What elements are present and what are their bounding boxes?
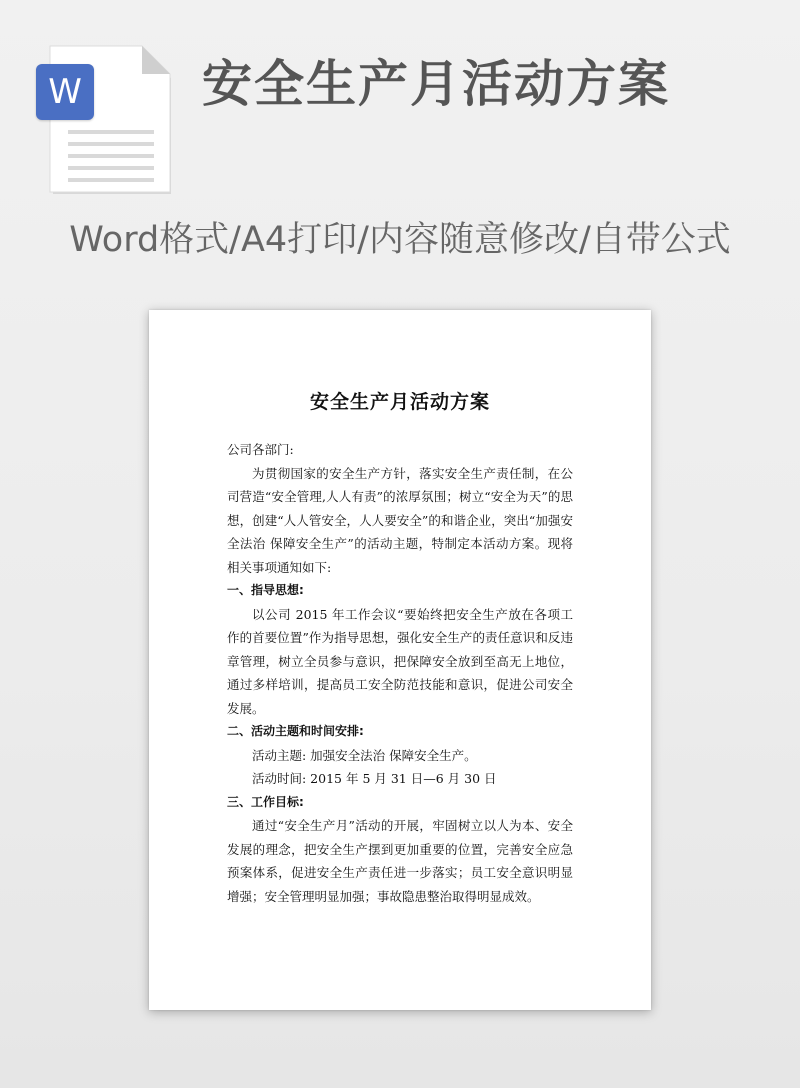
word-badge-letter: W: [48, 72, 82, 112]
intro-paragraph: 为贯彻国家的安全生产方针，落实安全生产责任制，在公司营造“安全管理,人人有责”的浓厚氛围；树立“安全为天”的思想，创建“人人管安全，人人要安全”的和谐企业，突出“加强安全法治 保障安全生产”的活动主题，特制定本活动方案。现将相关事项通知如下:: [227, 465, 573, 575]
section-paragraph: 活动主题: 加强安全法治 保障安全生产。: [252, 747, 477, 763]
document-body: [227, 438, 573, 908]
document-page: [149, 310, 651, 1010]
document-title: 安全生产月活动方案: [309, 391, 490, 413]
banner-title: 安全生产月活动方案: [202, 55, 670, 113]
section-paragraph: 以公司 2015 年工作会议“要始终把安全生产放在各项工作的首要位置”作为指导思想，强化安全生产的责任意识和反违章管理，树立全员参与意识，把保障安全放到至高无上地位，通过多样培训，提高员工安全防范技能和意识，促进公司安全发展。: [227, 606, 573, 716]
section-heading: 二、活动主题和时间安排:: [227, 724, 364, 738]
section-paragraph: 通过“安全生产月”活动的开展，牢固树立以人为本、安全发展的理念，把安全生产摆到更加重要的位置，完善安全应急预案体系，促进安全生产责任进一步落实；员工安全意识明显增强；安全管理明显加强；事故隐患整治取得明显成效。: [227, 818, 573, 904]
section-heading: 一、指导思想:: [227, 583, 304, 597]
section-heading: 三、工作目标:: [227, 794, 304, 809]
word-badge: [36, 64, 94, 120]
word-document-icon: [48, 44, 172, 196]
banner-subtitle: Word格式/A4打印/内容随意修改/自带公式: [69, 220, 731, 260]
section-paragraph: 活动时间: 2015 年 5 月 31 日—6 月 30 日: [252, 771, 497, 786]
salutation: 公司各部门:: [227, 442, 294, 457]
